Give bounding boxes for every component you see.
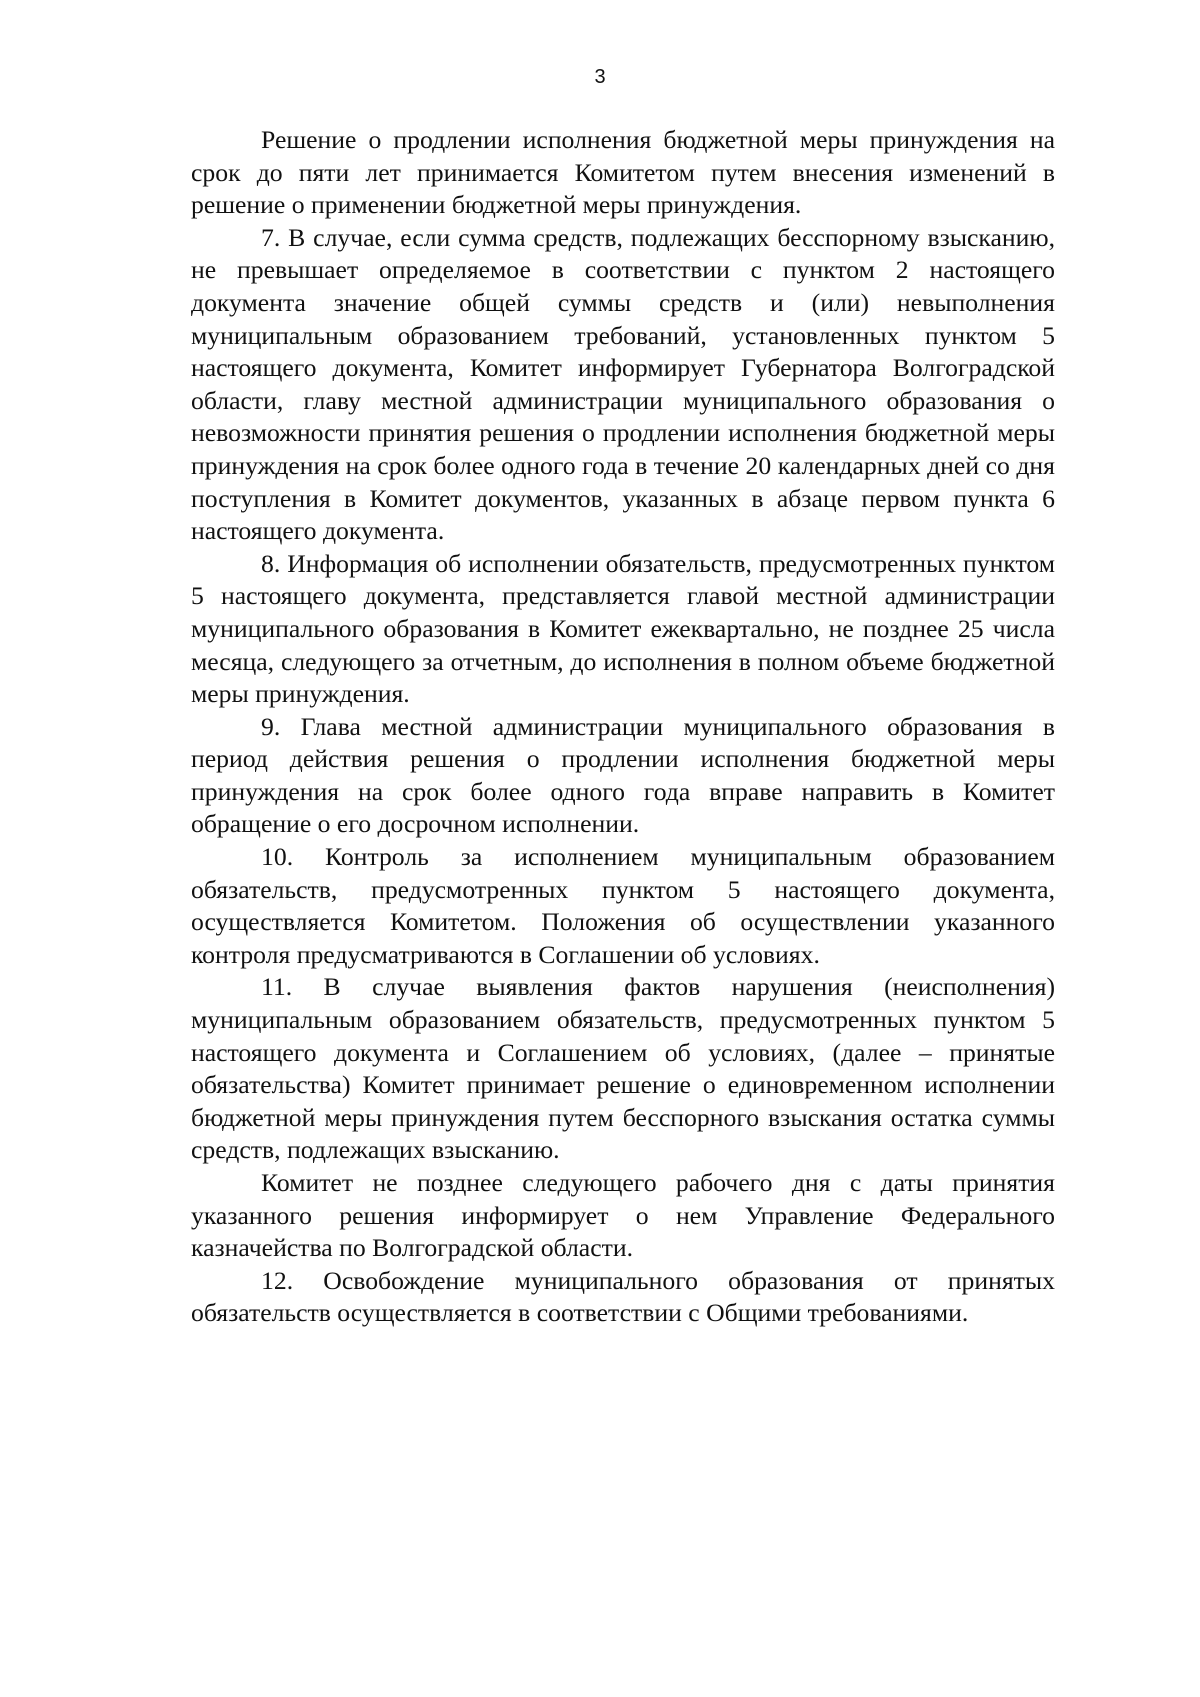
paragraph-item-11: 11. В случае выявления фактов нарушения (неисполнения) муниципальным образованием обязательств, предусмотренных пунктом 5 настоящего документа и Соглашением об условиях, (далее – принятые обязательства) Комитет принимает решение о единовременном исполнении бюджетной меры принуждения путем бесспорного взыскания остатка суммы средств, подлежащих взысканию. [191,972,1055,1165]
paragraph-item-10: 10. Контроль за исполнением муниципальным образованием обязательств, предусмотренных пунктом 5 настоящего документа, осуществляется Комитетом. Положения об осуществлении указанного контроля предусматриваются в Соглашении об условиях. [191,842,1055,969]
paragraph-item-7: 7. В случае, если сумма средств, подлежащих бесспорному взысканию, не превышает определяемое в соответствии с пунктом 2 настоящего документа значение общей суммы средств и (или) невыполнения муниципальным образованием требований, установленных пунктом 5 настоящего документа, Комитет информирует Губернатора Волгоградской области, главу местной администрации муниципального образования о невозможности принятия решения о продлении исполнения бюджетной меры принуждения на срок более одного года в течение 20 календарных дней со дня поступления в Комитет документов, указанных в абзаце первом пункта 6 настоящего документа. [191,222,1055,546]
paragraph-item-9: 9. Глава местной администрации муниципального образования в период действия решения о продлении исполнения бюджетной меры принуждения на срок более одного года вправе направить в Комитет обращение о его досрочном исполнении. [191,711,1055,839]
paragraph-item-12: 12. Освобождение муниципального образования от принятых обязательств осуществляется в соответствии с Общими требованиями. [191,1265,1055,1328]
paragraph-extension-decision: Решение о продлении исполнения бюджетной меры принуждения на срок до пяти лет принимается Комитетом путем внесения изменений в решение о применении бюджетной меры принуждения. [191,125,1055,220]
page-number: 3 [594,66,606,88]
document-body [191,124,1055,1330]
paragraph-item-8: 8. Информация об исполнении обязательств, предусмотренных пунктом 5 настоящего документа, представляется главой местной администрации муниципального образования в Комитет ежеквартально, не позднее 25 числа месяца, следующего за отчетным, до исполнения в полном объеме бюджетной меры принуждения. [191,548,1055,709]
paragraph-item-11-notification: Комитет не позднее следующего рабочего дня с даты принятия указанного решения информирует о нем Управление Федерального казначейства по Волгоградской области. [191,1168,1055,1263]
